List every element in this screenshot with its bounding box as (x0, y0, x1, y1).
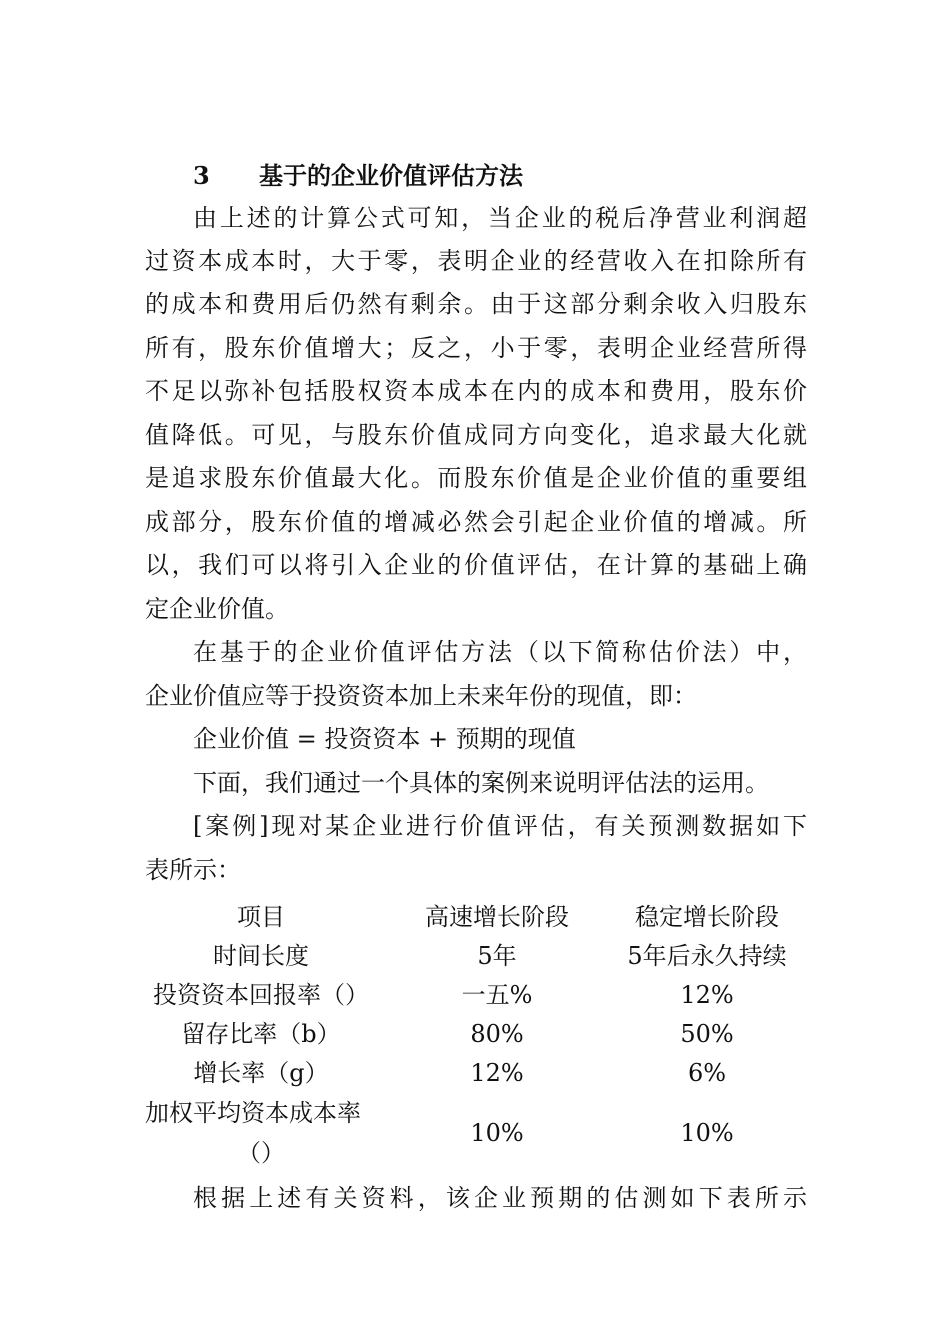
paragraph-line: 是追求股东价值最大化。而股东价值是企业价值的重要组 (145, 464, 807, 492)
paragraph-line: 所有，股东价值增大；反之，小于零，表明企业经营所得 (145, 334, 807, 362)
paragraph-line: 成部分，股东价值的增减必然会引起企业价值的增减。所 (145, 508, 807, 536)
formula-line: 企业价值 = 投资资本 + 预期的现值 (193, 725, 576, 753)
table-cell: 5年 (477, 942, 517, 970)
paragraph-line: 值降低。可见，与股东价值成同方向变化，追求最大化就 (145, 421, 807, 449)
table-cell: 12% (680, 981, 734, 1009)
section-number: 3 (193, 161, 210, 190)
paragraph-line: 下面，我们通过一个具体的案例来说明评估法的运用。 (193, 769, 769, 797)
paragraph-line: [案例]现对某企业进行价值评估，有关预测数据如下 (193, 812, 807, 840)
paragraph-line: 由上述的计算公式可知，当企业的税后净营业利润超 (193, 204, 807, 232)
table-header-cell: 项目 (237, 903, 285, 931)
table-cell: 留存比率（b） (181, 1020, 341, 1048)
table-cell: 10% (680, 1119, 734, 1147)
table-cell: 6% (687, 1059, 727, 1087)
section-heading (193, 155, 523, 197)
table-cell: 一五% (461, 981, 533, 1009)
table-cell: （） (237, 1139, 285, 1167)
table-cell: 10% (470, 1119, 524, 1147)
paragraph-line: 的成本和费用后仍然有剩余。由于这部分剩余收入归股东 (145, 290, 807, 318)
table-cell: 投资资本回报率（） (153, 981, 369, 1009)
table-cell: 时间长度 (213, 942, 309, 970)
paragraph-line: 表所示： (145, 856, 241, 884)
table-cell: 12% (470, 1059, 524, 1087)
section-title: 基于的企业价值评估方法 (259, 161, 523, 190)
table-cell: 加权平均资本成本率 (145, 1099, 361, 1127)
paragraph-line: 不足以弥补包括股权资本成本在内的成本和费用，股东价 (145, 377, 807, 405)
table-cell: 80% (470, 1020, 524, 1048)
paragraph-line: 过资本成本时，大于零，表明企业的经营收入在扣除所有 (145, 247, 807, 275)
table-cell: 增长率（g） (193, 1059, 329, 1087)
paragraph-line: 根据上述有关资料，该企业预期的估测如下表所示 (193, 1184, 807, 1212)
table-row (145, 1093, 807, 1173)
paragraph-line: 企业价值应等于投资资本加上未来年份的现值，即： (145, 682, 697, 710)
paragraph-line: 在基于的企业价值评估方法（以下简称估价法）中， (193, 638, 807, 666)
table-header-cell: 高速增长阶段 (425, 903, 569, 931)
table-header-cell: 稳定增长阶段 (635, 903, 779, 931)
paragraph-line: 定企业价值。 (145, 595, 289, 623)
table-cell: 50% (680, 1020, 734, 1048)
table-cell: 5年后永久持续 (627, 942, 787, 970)
paragraph-line: 以，我们可以将引入企业的价值评估，在计算的基础上确 (145, 551, 807, 579)
